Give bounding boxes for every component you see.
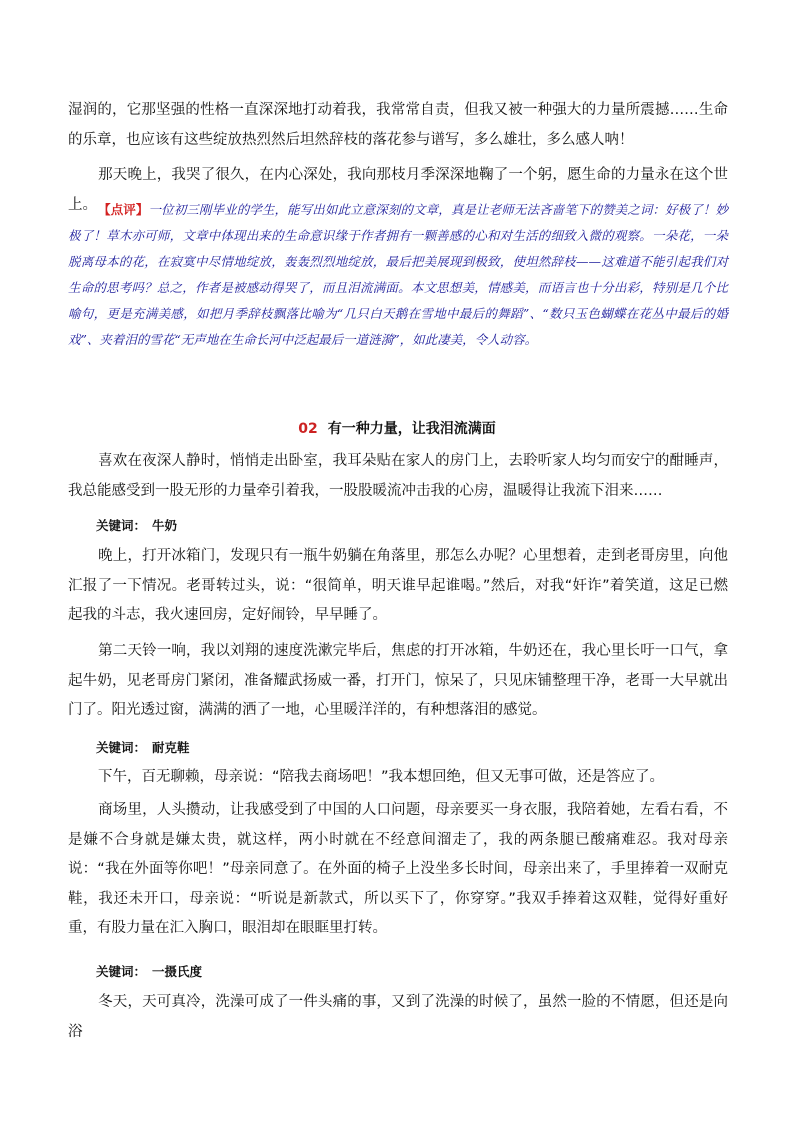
comment-block (68, 197, 728, 353)
paragraph-5 (68, 637, 728, 726)
paragraph-6 (68, 763, 728, 793)
comment-tag: 【点评】 (98, 202, 149, 217)
section-title: 有一种力量，让我泪流满面 (327, 421, 496, 437)
paragraph-7 (68, 796, 728, 944)
paragraph-2-text: 那天晚上，我哭了很久，在内心深处，我向那枝月季深深地鞠了一个躬，愿生命的力量永在这个世上。 (68, 167, 728, 213)
paragraph-1: 湿润的，它那坚强的性格一直深深地打动着我，我常常自责，但我又被一种强大的力量所震撼……生命的乐章，也应该有这些绽放热烈然后坦然辞枝的落花参与谱写，多么雄壮，多么感人呐！ (68, 102, 728, 148)
paragraph-7-text: 商场里，人头攒动，让我感受到了中国的人口问题，母亲要买一身衣服，我陪着她，左看右看，不是嫌不合身就是嫌太贵，就这样，两小时就在不经意间溜走了，我的两条腿已酸痛难忍。我对母亲说：“我在外面等你吧！”母亲同意了。在外面的椅子上没坐多长时间，母亲出来了，手里捧着一双耐克鞋，我还未开口，母亲说：“听说是新款式，所以买下了，你穿穿。”我双手捧着这双鞋，觉得好重好重，有股力量在汇入胸口，眼泪却在眼眶里打转。 (68, 802, 728, 936)
paragraph-6-text: 下午，百无聊赖，母亲说：“陪我去商场吧！”我本想回绝，但又无事可做，还是答应了。 (98, 769, 665, 785)
paragraph-8 (68, 988, 728, 1047)
keyword-line-2 (96, 738, 190, 756)
keyword-label: 关键词： (96, 740, 147, 755)
keyword-line-3 (96, 962, 202, 980)
keyword-line-1 (96, 516, 177, 534)
section-heading (0, 418, 794, 438)
paragraph-5-text: 第二天铃一响，我以刘翔的速度洗漱完毕后，焦虑的打开冰箱，牛奶还在，我心里长吁一口气，拿起牛奶，见老哥房门紧闭，准备耀武扬威一番，打开门，惊呆了，只见床铺整理干净，老哥一大早就出门了。阳光透过窗，满满的洒了一地，心里暖洋洋的，有种想落泪的感觉。 (68, 643, 728, 718)
paragraph-8-text: 冬天，天可真冷，洗澡可成了一件头痛的事，又到了洗澡的时候了，虽然一脸的不情愿，但还是向浴 (68, 994, 728, 1040)
keyword-value: 一摄氏度 (152, 964, 203, 979)
comment-text: 一位初三刚毕业的学生，能写出如此立意深刻的文章，真是让老师无法吝啬笔下的赞美之词：好极了！妙极了！草木亦可师，文章中体现出来的生命意识缘于作者拥有一颗善感的心和对生活的细致入微的观察。一朵花，一朵脱离母本的花，在寂寞中尽情地绽放，轰轰烈烈地绽放，最后把美展现到极致，使坦然辞枝——这难道不能引起我们对生命的思考吗？总之，作者是被感动得哭了，而且泪流满面。本文思想美，情感美，而语言也十分出彩，特别是几个比喻句，更是充满美感，如把月季辞枝飘落比喻为“几只白天鹅在雪地中最后的舞蹈”、“数只玉色蝴蝶在花丛中最后的婚戏”、夹着泪的雪花“无声地在生命长河中泛起最后一道涟漪”，如此凄美，令人动容。 (68, 202, 728, 347)
keyword-value: 耐克鞋 (152, 740, 190, 755)
keyword-value: 牛奶 (152, 518, 178, 533)
section-number: 02 (298, 421, 318, 437)
paragraph-4 (68, 542, 728, 631)
keyword-label: 关键词： (96, 964, 147, 979)
paragraph-4-text: 晚上，打开冰箱门，发现只有一瓶牛奶躺在角落里，那怎么办呢？心里想着，走到老哥房里，向他汇报了一下情况。老哥转过头，说：“很简单，明天谁早起谁喝。”然后，对我“奸诈”着笑道，这足已燃起我的斗志，我火速回房，定好闹铃，早早睡了。 (68, 548, 728, 623)
paragraph-3 (68, 447, 728, 506)
paragraph-3-text: 喜欢在夜深人静时，悄悄走出卧室，我耳朵贴在家人的房门上，去聆听家人均匀而安宁的酣睡声，我总能感受到一股无形的力量牵引着我，一股股暖流冲击我的心房，温暖得让我流下泪来…… (68, 453, 728, 499)
keyword-label: 关键词： (96, 518, 147, 533)
